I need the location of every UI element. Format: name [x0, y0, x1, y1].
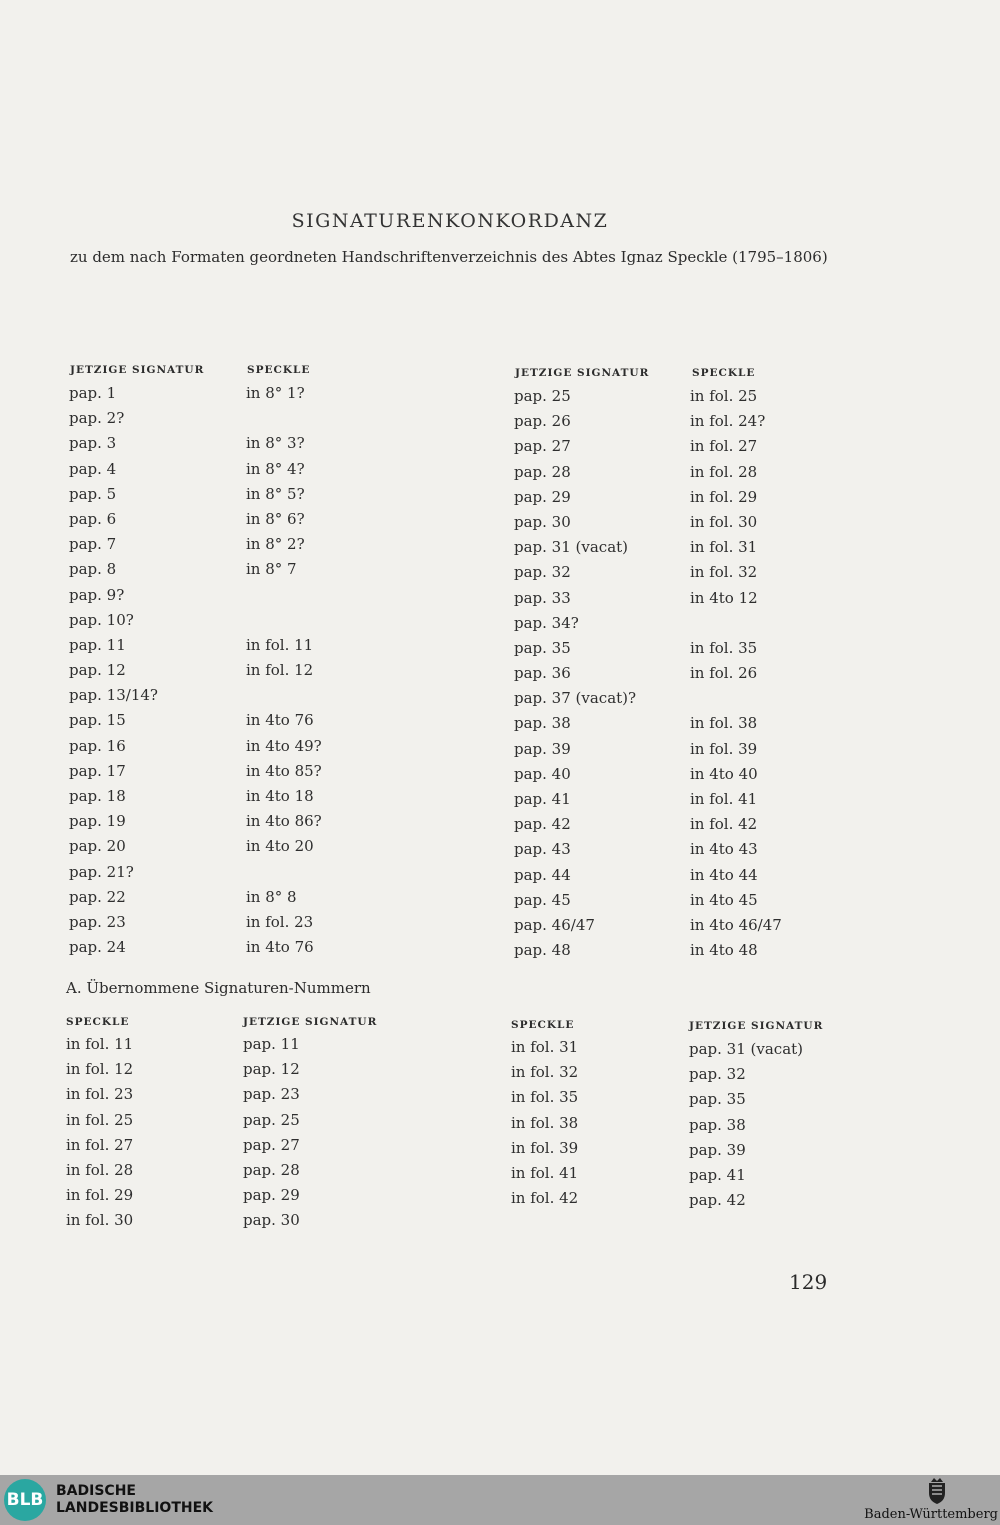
- table-cell: in 4to 46/47: [690, 915, 782, 934]
- table-cell: in fol. 30: [66, 1211, 134, 1230]
- table-cell: pap. 31 (vacat): [689, 1040, 804, 1058]
- table-cell: pap. 36: [514, 664, 571, 683]
- table-cell: in 4to 76: [246, 711, 314, 730]
- table-cell: in fol. 11: [246, 635, 314, 654]
- table-cell: pap. 39: [689, 1140, 746, 1159]
- blb-logo[interactable]: BLB: [4, 1479, 46, 1521]
- table-cell: [246, 683, 322, 708]
- page-number: 129: [789, 1270, 828, 1294]
- table-cell: pap. 22: [69, 887, 126, 906]
- section-a-left-speckle-column: [66, 1032, 133, 1234]
- table-cell: [246, 406, 322, 431]
- table-cell: pap. 35: [689, 1090, 746, 1109]
- table-cell: pap. 12: [69, 661, 126, 680]
- table-cell: pap. 27: [243, 1135, 300, 1154]
- table1-right-speckle-column: [690, 384, 782, 963]
- table-cell: pap. 41: [514, 790, 571, 808]
- table-cell: in fol. 23: [66, 1085, 134, 1104]
- table-cell: pap. 8: [69, 560, 117, 579]
- library-name-line2: LANDESBIBLIOTHEK: [56, 1500, 214, 1516]
- table-cell: in fol. 39: [511, 1138, 579, 1157]
- table-cell: in fol. 30: [690, 512, 758, 531]
- table-cell: in 4to 48: [690, 941, 758, 960]
- table-cell: in 8° 5?: [246, 484, 305, 503]
- table-cell: in fol. 24?: [690, 412, 766, 431]
- table-cell: in 4to 18: [246, 787, 314, 805]
- table-cell: pap. 23: [243, 1085, 300, 1104]
- table-cell: pap. 38: [514, 714, 571, 733]
- table-cell: in fol. 29: [690, 487, 758, 506]
- table-cell: in 8° 4?: [246, 459, 305, 478]
- table-cell: pap. 11: [243, 1035, 300, 1053]
- table-cell: in fol. 38: [690, 714, 758, 733]
- table-cell: [690, 611, 782, 636]
- table-cell: in fol. 35: [690, 638, 758, 657]
- table-cell: pap. 33: [514, 588, 571, 607]
- table-cell: in 4to 20: [246, 837, 314, 856]
- column-header-jetzige: JETZIGE SIGNATUR: [70, 364, 205, 376]
- table-cell: in 8° 2?: [246, 535, 305, 554]
- table-cell: in 4to 44: [690, 865, 758, 884]
- table-cell: in fol. 42: [690, 815, 758, 834]
- section-heading: A. Übernommene Signaturen-Nummern: [66, 979, 371, 997]
- table-cell: pap. 12: [243, 1060, 300, 1079]
- column-header-speckle: SPECKLE: [66, 1016, 130, 1028]
- table-cell: pap. 6: [69, 509, 117, 528]
- table-cell: in 4to 85?: [246, 761, 322, 780]
- table-cell: pap. 29: [243, 1186, 300, 1205]
- table-cell: in 8° 1?: [246, 384, 305, 402]
- table-cell: in 4to 49?: [246, 736, 322, 755]
- table-cell: in fol. 27: [66, 1135, 134, 1154]
- table-cell: pap. 28: [243, 1160, 300, 1179]
- table-cell: in fol. 23: [246, 912, 314, 931]
- table-cell: in fol. 41: [690, 790, 758, 808]
- library-name[interactable]: [56, 1483, 213, 1517]
- table-cell: pap. 16: [69, 736, 126, 755]
- table-cell: in fol. 28: [690, 462, 758, 481]
- table-cell: pap. 25: [514, 387, 571, 405]
- coat-of-arms-icon: [926, 1477, 948, 1505]
- table-cell: pap. 13/14?: [69, 686, 158, 705]
- table-cell: in fol. 31: [690, 538, 758, 557]
- table-cell: [246, 583, 322, 608]
- table-cell: in 4to 45: [690, 890, 758, 909]
- table-cell: [246, 860, 322, 885]
- table-cell: pap. 29: [514, 487, 571, 506]
- table-cell: pap. 40: [514, 764, 571, 783]
- table-cell: in 8° 3?: [246, 434, 305, 453]
- table-cell: pap. 45: [514, 890, 571, 909]
- table1-right-jetzige-column: [514, 384, 636, 963]
- table-cell: pap. 38: [689, 1115, 746, 1134]
- table-cell: pap. 28: [514, 462, 571, 481]
- table-cell: pap. 27: [514, 437, 571, 456]
- table-cell: in fol. 31: [511, 1038, 579, 1056]
- column-header-speckle: SPECKLE: [511, 1019, 575, 1031]
- table-cell: in fol. 26: [690, 664, 758, 683]
- table-cell: in fol. 32: [690, 563, 758, 582]
- page-subtitle: zu dem nach Formaten geordneten Handschriftenverzeichnis des Abtes Ignaz Speckle (1795–1806): [70, 248, 828, 266]
- table-cell: in fol. 42: [511, 1189, 579, 1208]
- column-header-jetzige: JETZIGE SIGNATUR: [689, 1020, 824, 1032]
- table-cell: in fol. 29: [66, 1186, 134, 1205]
- table-cell: pap. 39: [514, 739, 571, 758]
- table-cell: pap. 42: [689, 1191, 746, 1210]
- table-cell: in 4to 12: [690, 588, 758, 607]
- table-cell: in fol. 28: [66, 1160, 134, 1179]
- table-cell: pap. 32: [689, 1065, 746, 1084]
- table-cell: pap. 20: [69, 837, 126, 856]
- table-cell: pap. 42: [514, 815, 571, 834]
- table-cell: in 8° 7: [246, 560, 297, 579]
- table-cell: pap. 30: [243, 1211, 300, 1230]
- table-cell: pap. 3: [69, 434, 117, 453]
- table-cell: in fol. 32: [511, 1063, 579, 1082]
- column-header-jetzige: JETZIGE SIGNATUR: [515, 367, 650, 379]
- table-cell: in fol. 27: [690, 437, 758, 456]
- table-cell: pap. 25: [243, 1110, 300, 1129]
- table-cell: pap. 19: [69, 812, 126, 831]
- table-cell: pap. 11: [69, 635, 126, 654]
- section-a-right-speckle-column: [511, 1035, 578, 1211]
- table-cell: pap. 31 (vacat): [514, 538, 629, 557]
- column-header-speckle: SPECKLE: [247, 364, 311, 376]
- table-cell: pap. 5: [69, 484, 117, 503]
- table-cell: pap. 1: [69, 384, 117, 402]
- table-cell: pap. 9?: [69, 585, 125, 604]
- table-cell: pap. 32: [514, 563, 571, 582]
- table-cell: pap. 7: [69, 535, 117, 554]
- table-cell: in 4to 40: [690, 764, 758, 783]
- table-cell: pap. 21?: [69, 862, 134, 881]
- table-cell: pap. 37 (vacat)?: [514, 689, 637, 708]
- table-cell: pap. 43: [514, 840, 571, 859]
- table-cell: pap. 41: [689, 1165, 746, 1184]
- page-title: SIGNATURENKONKORDANZ: [291, 210, 609, 232]
- table-cell: in 4to 43: [690, 840, 758, 859]
- table-cell: pap. 46/47: [514, 915, 595, 934]
- table-cell: in fol. 25: [690, 387, 758, 405]
- table-cell: pap. 10?: [69, 610, 134, 629]
- table1-left-speckle-column: [246, 381, 322, 960]
- table-cell: pap. 44: [514, 865, 571, 884]
- table-cell: in fol. 35: [511, 1088, 579, 1107]
- table1-left-jetzige-column: [69, 381, 158, 960]
- table-cell: in fol. 11: [66, 1035, 134, 1053]
- table-cell: in fol. 38: [511, 1113, 579, 1132]
- table-cell: pap. 18: [69, 787, 126, 805]
- table-cell: in 8° 8: [246, 887, 297, 906]
- table-cell: [690, 686, 782, 711]
- table-cell: in 4to 86?: [246, 812, 322, 831]
- state-label[interactable]: Baden-Württemberg: [864, 1507, 998, 1522]
- table-cell: in 8° 6?: [246, 509, 305, 528]
- table-cell: pap. 26: [514, 412, 571, 431]
- table-cell: pap. 2?: [69, 409, 125, 428]
- table-cell: in fol. 41: [511, 1163, 579, 1182]
- table-cell: pap. 15: [69, 711, 126, 730]
- table-cell: [246, 608, 322, 633]
- table-cell: in fol. 12: [66, 1060, 134, 1079]
- table-cell: in fol. 25: [66, 1110, 134, 1129]
- table-cell: pap. 17: [69, 761, 126, 780]
- table-cell: pap. 48: [514, 941, 571, 960]
- table-cell: in 4to 76: [246, 938, 314, 957]
- section-a-right-jetzige-column: [689, 1037, 803, 1213]
- column-header-speckle: SPECKLE: [692, 367, 756, 379]
- footer-bar: [0, 1475, 1000, 1525]
- table-cell: pap. 4: [69, 459, 117, 478]
- library-name-line1: BADISCHE: [56, 1483, 136, 1499]
- table-cell: pap. 34?: [514, 613, 579, 632]
- table-cell: pap. 35: [514, 638, 571, 657]
- column-header-jetzige: JETZIGE SIGNATUR: [243, 1016, 378, 1028]
- table-cell: in fol. 12: [246, 661, 314, 680]
- table-cell: pap. 24: [69, 938, 126, 957]
- table-cell: in fol. 39: [690, 739, 758, 758]
- section-a-left-jetzige-column: [243, 1032, 300, 1234]
- table-cell: pap. 23: [69, 912, 126, 931]
- table-cell: pap. 30: [514, 512, 571, 531]
